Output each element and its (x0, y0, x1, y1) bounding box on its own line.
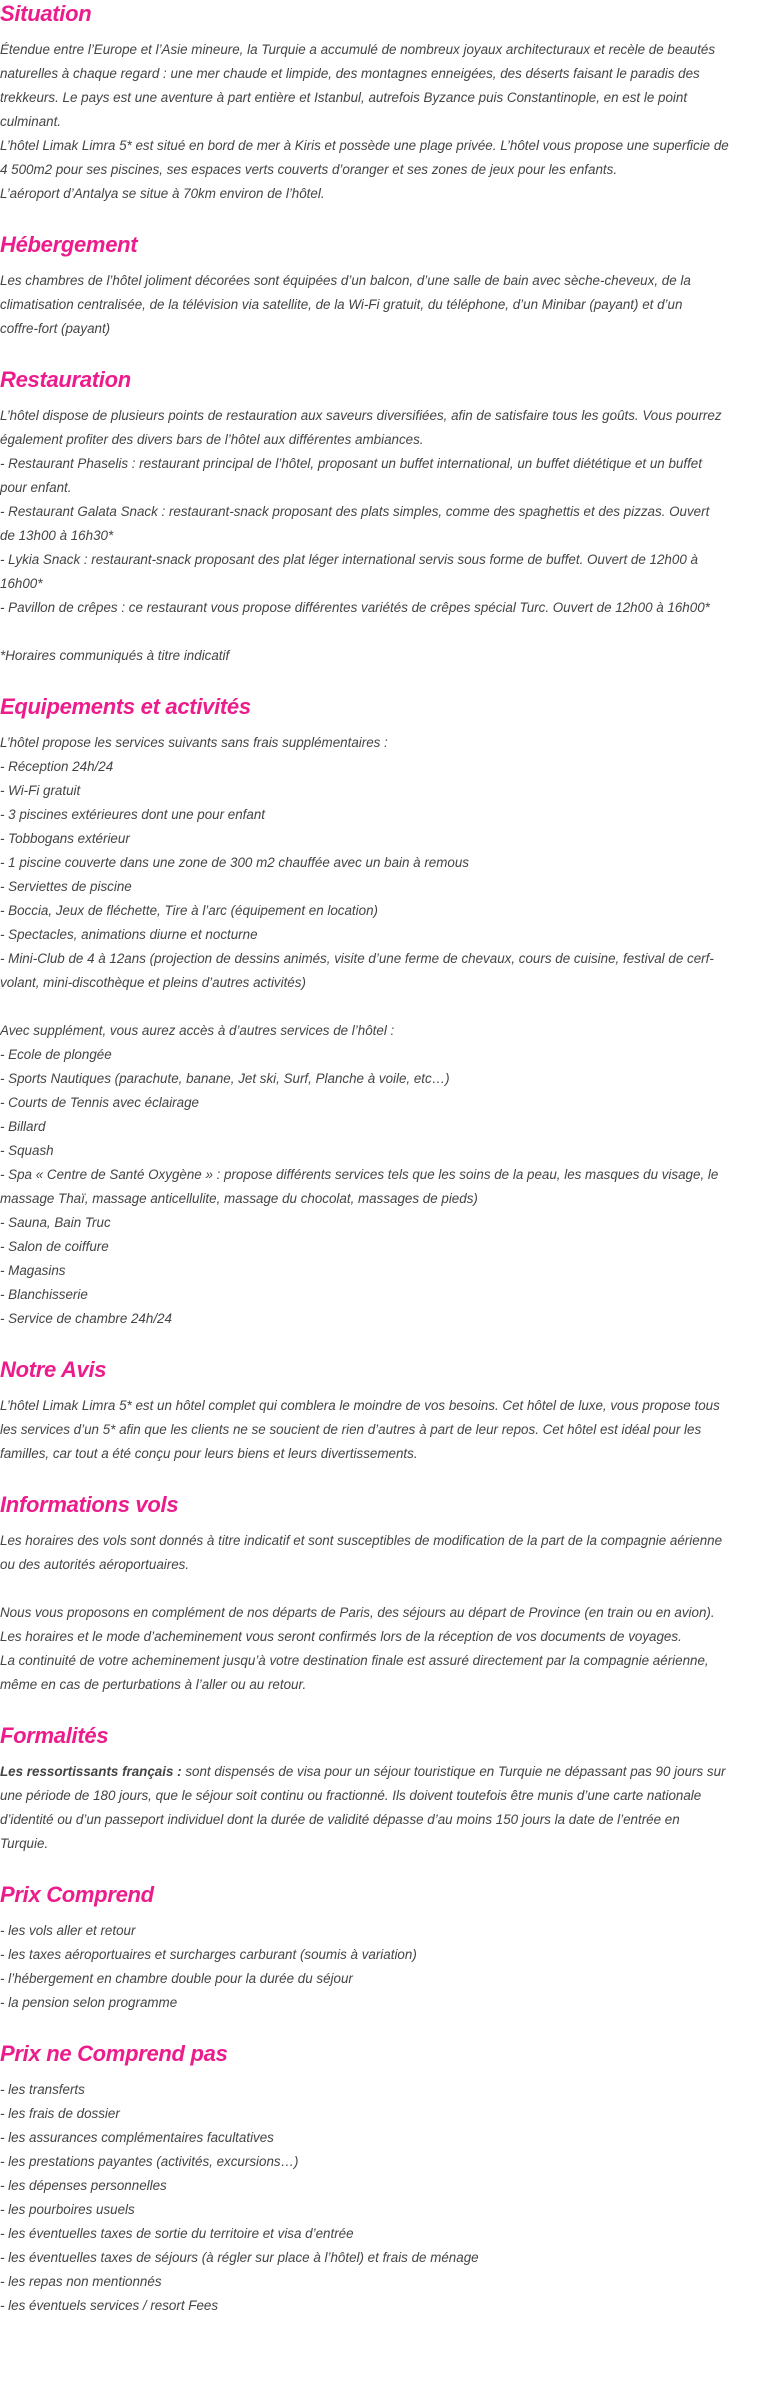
text-line: Nous vous proposons en complément de nos départs de Paris, des séjours au départ de Province (en train ou en avion). (0, 1605, 715, 1620)
text-line: - Ecole de plongée (0, 1047, 112, 1062)
text-line: - 1 piscine couverte dans une zone de 300 m2 chauffée avec un bain à remous (0, 855, 469, 870)
text-line: - Pavillon de crêpes : ce restaurant vous propose différentes variétés de crêpes spécial Turc. Ouvert de 12h00 à 16h00* (0, 600, 710, 615)
section-equipements (0, 693, 758, 1331)
list-item: - les repas non mentionnés (0, 2274, 162, 2289)
section-informations-vols (0, 1491, 758, 1697)
section-prix-ne-comprend-pas (0, 2040, 758, 2318)
text-line: - Tobbogans extérieur (0, 831, 130, 846)
text-line: L’hôtel propose les services suivants sans frais supplémentaires : (0, 735, 388, 750)
text-line: - Service de chambre 24h/24 (0, 1311, 172, 1326)
text-line: - Mini-Club de 4 à 12ans (projection de dessins animés, visite d’une ferme de chevaux, cours de cuisine, festival de cerf- (0, 951, 714, 966)
text-line: Les horaires et le mode d’acheminement vous seront confirmés lors de la réception de vos documents de voyages. (0, 1629, 682, 1644)
list-item: - les taxes aéroportuaires et surcharges carburant (soumis à variation) (0, 1947, 417, 1962)
text-line: - Courts de Tennis avec éclairage (0, 1095, 199, 1110)
text-line: L’hôtel Limak Limra 5* est situé en bord de mer à Kiris et possède une plage privée. L’hôtel vous propose une superficie de (0, 138, 729, 153)
text-line: familles, car tout a été conçu pour leurs biens et leurs divertissements. (0, 1446, 418, 1461)
text-line: L’hôtel dispose de plusieurs points de restauration aux saveurs diversifiées, afin de satisfaire tous les goûts. Vous pourrez (0, 408, 722, 423)
text-line: une période de 180 jours, que le séjour soit continu ou fractionné. Ils doivent toutefois être munis d’une carte nationale (0, 1788, 702, 1803)
list-item: - les transferts (0, 2082, 85, 2097)
text-line: - Restaurant Phaselis : restaurant principal de l’hôtel, proposant un buffet international, un buffet diététique et un buffet (0, 456, 702, 471)
section-title: Situation (0, 1, 92, 26)
blank-line (0, 995, 758, 1019)
text-line: trekkeurs. Le pays est une aventure à part entière et Istanbul, autrefois Byzance puis Constantinople, en est le point (0, 90, 688, 105)
list-item: - la pension selon programme (0, 1995, 178, 2010)
text-line: de 13h00 à 16h30* (0, 528, 114, 543)
text-line: - Sports Nautiques (parachute, banane, Jet ski, Surf, Planche à voile, etc…) (0, 1071, 450, 1086)
list-item: - les dépenses personnelles (0, 2178, 167, 2193)
text-line: - Squash (0, 1143, 54, 1158)
text-line: La continuité de votre acheminement jusqu’à votre destination finale est assuré directement par la compagnie aérienne, (0, 1653, 709, 1668)
text-line: pour enfant. (0, 480, 72, 495)
section-hebergement (0, 231, 758, 341)
list-item: - les assurances complémentaires facultatives (0, 2130, 274, 2145)
list-item: - les frais de dossier (0, 2106, 120, 2121)
text-line: naturelles à chaque regard : une mer chaude et limpide, des montagnes enneigées, des déserts faisant le paradis des (0, 66, 700, 81)
section-title: Equipements et activités (0, 694, 251, 719)
lead-text: sont dispensés de visa pour un séjour touristique en Turquie ne dépassant pas 90 jours sur (181, 1764, 726, 1779)
list-item: - les prestations payantes (activités, excursions…) (0, 2154, 299, 2169)
text-line: - Spa « Centre de Santé Oxygène » : propose différents services tels que les soins de la peau, les masques du visage, le (0, 1167, 719, 1182)
text-line: 16h00* (0, 576, 43, 591)
section-title: Informations vols (0, 1492, 179, 1517)
blank-line (0, 1577, 758, 1601)
text-line: les services d’un 5* afin que les clients ne se soucient de rien d’autres à part de leur repos. Cet hôtel est idéal pour les (0, 1422, 702, 1437)
list-item: - les éventuelles taxes de sortie du territoire et visa d’entrée (0, 2226, 354, 2241)
text-line (0, 1760, 758, 1784)
blank-line (0, 620, 758, 644)
section-formalites (0, 1722, 758, 1856)
section-notre-avis (0, 1356, 758, 1466)
list-item: - les éventuelles taxes de séjours (à régler sur place à l’hôtel) et frais de ménage (0, 2250, 479, 2265)
text-line: - Réception 24h/24 (0, 759, 114, 774)
text-line: Les horaires des vols sont donnés à titre indicatif et sont susceptibles de modification de la part de la compagnie aérienne (0, 1533, 723, 1548)
text-line: - Magasins (0, 1263, 66, 1278)
section-title: Formalités (0, 1723, 109, 1748)
text-line: coffre-fort (payant) (0, 321, 111, 336)
text-line: climatisation centralisée, de la télévision via satellite, de la Wi-Fi gratuit, du téléphone, d’un Minibar (payant) et d’un (0, 297, 683, 312)
section-title: Hébergement (0, 232, 138, 257)
section-restauration (0, 366, 758, 668)
text-line: L’aéroport d’Antalya se situe à 70km environ de l’hôtel. (0, 186, 325, 201)
section-title: Prix Comprend (0, 1882, 154, 1907)
text-line: Avec supplément, vous aurez accès à d’autres services de l’hôtel : (0, 1023, 395, 1038)
list-item: - les éventuels services / resort Fees (0, 2298, 219, 2313)
section-title: Prix ne Comprend pas (0, 2041, 228, 2066)
list-item: - l’hébergement en chambre double pour la durée du séjour (0, 1971, 353, 1986)
section-title: Notre Avis (0, 1357, 107, 1382)
text-line: ou des autorités aéroportuaires. (0, 1557, 190, 1572)
text-line: culminant. (0, 114, 62, 129)
lead-label: Les ressortissants français : (0, 1764, 182, 1779)
section-prix-comprend (0, 1881, 758, 2015)
text-line: - Salon de coiffure (0, 1239, 109, 1254)
text-line: - 3 piscines extérieures dont une pour enfant (0, 807, 266, 822)
text-line: - Spectacles, animations diurne et nocturne (0, 927, 258, 942)
text-line: massage Thaï, massage anticellulite, massage du chocolat, massages de pieds) (0, 1191, 478, 1206)
text-line: - Wi-Fi gratuit (0, 783, 81, 798)
text-line: - Serviettes de piscine (0, 879, 132, 894)
text-line: - Blanchisserie (0, 1287, 88, 1302)
text-line: - Restaurant Galata Snack : restaurant-snack proposant des plats simples, comme des spaghettis et des pizzas. Ouvert (0, 504, 710, 519)
text-line: - Sauna, Bain Truc (0, 1215, 111, 1230)
text-line: Turquie. (0, 1836, 49, 1851)
text-line: volant, mini-discothèque et pleins d’autres activités) (0, 975, 306, 990)
section-title: Restauration (0, 367, 131, 392)
text-line: Étendue entre l’Europe et l’Asie mineure, la Turquie a accumulé de nombreux joyaux architecturaux et recèle de beautés (0, 42, 716, 57)
text-line: 4 500m2 pour ses piscines, ses espaces verts couverts d’oranger et ses zones de jeux pour les enfants. (0, 162, 618, 177)
text-line: Les chambres de l’hôtel joliment décorées sont équipées d’un balcon, d’une salle de bain avec sèche-cheveux, de la (0, 273, 691, 288)
list-item: - les vols aller et retour (0, 1923, 136, 1938)
text-line: L’hôtel Limak Limra 5* est un hôtel complet qui comblera le moindre de vos besoins. Cet hôtel de luxe, vous propose tous (0, 1398, 720, 1413)
text-line: *Horaires communiqués à titre indicatif (0, 648, 230, 663)
text-line: - Billard (0, 1119, 46, 1134)
text-line: - Lykia Snack : restaurant-snack proposant des plat léger international servis sous forme de buffet. Ouvert de 12h00 à (0, 552, 698, 567)
list-item: - les pourboires usuels (0, 2202, 135, 2217)
text-line: - Boccia, Jeux de fléchette, Tire à l’arc (équipement en location) (0, 903, 378, 918)
text-line: d’identité ou d’un passeport individuel dont la durée de validité dépasse d’au moins 150 jours la date de l’entrée en (0, 1812, 680, 1827)
text-line: même en cas de perturbations à l’aller ou au retour. (0, 1677, 307, 1692)
section-situation (0, 0, 758, 206)
text-line: également profiter des divers bars de l’hôtel aux différentes ambiances. (0, 432, 424, 447)
